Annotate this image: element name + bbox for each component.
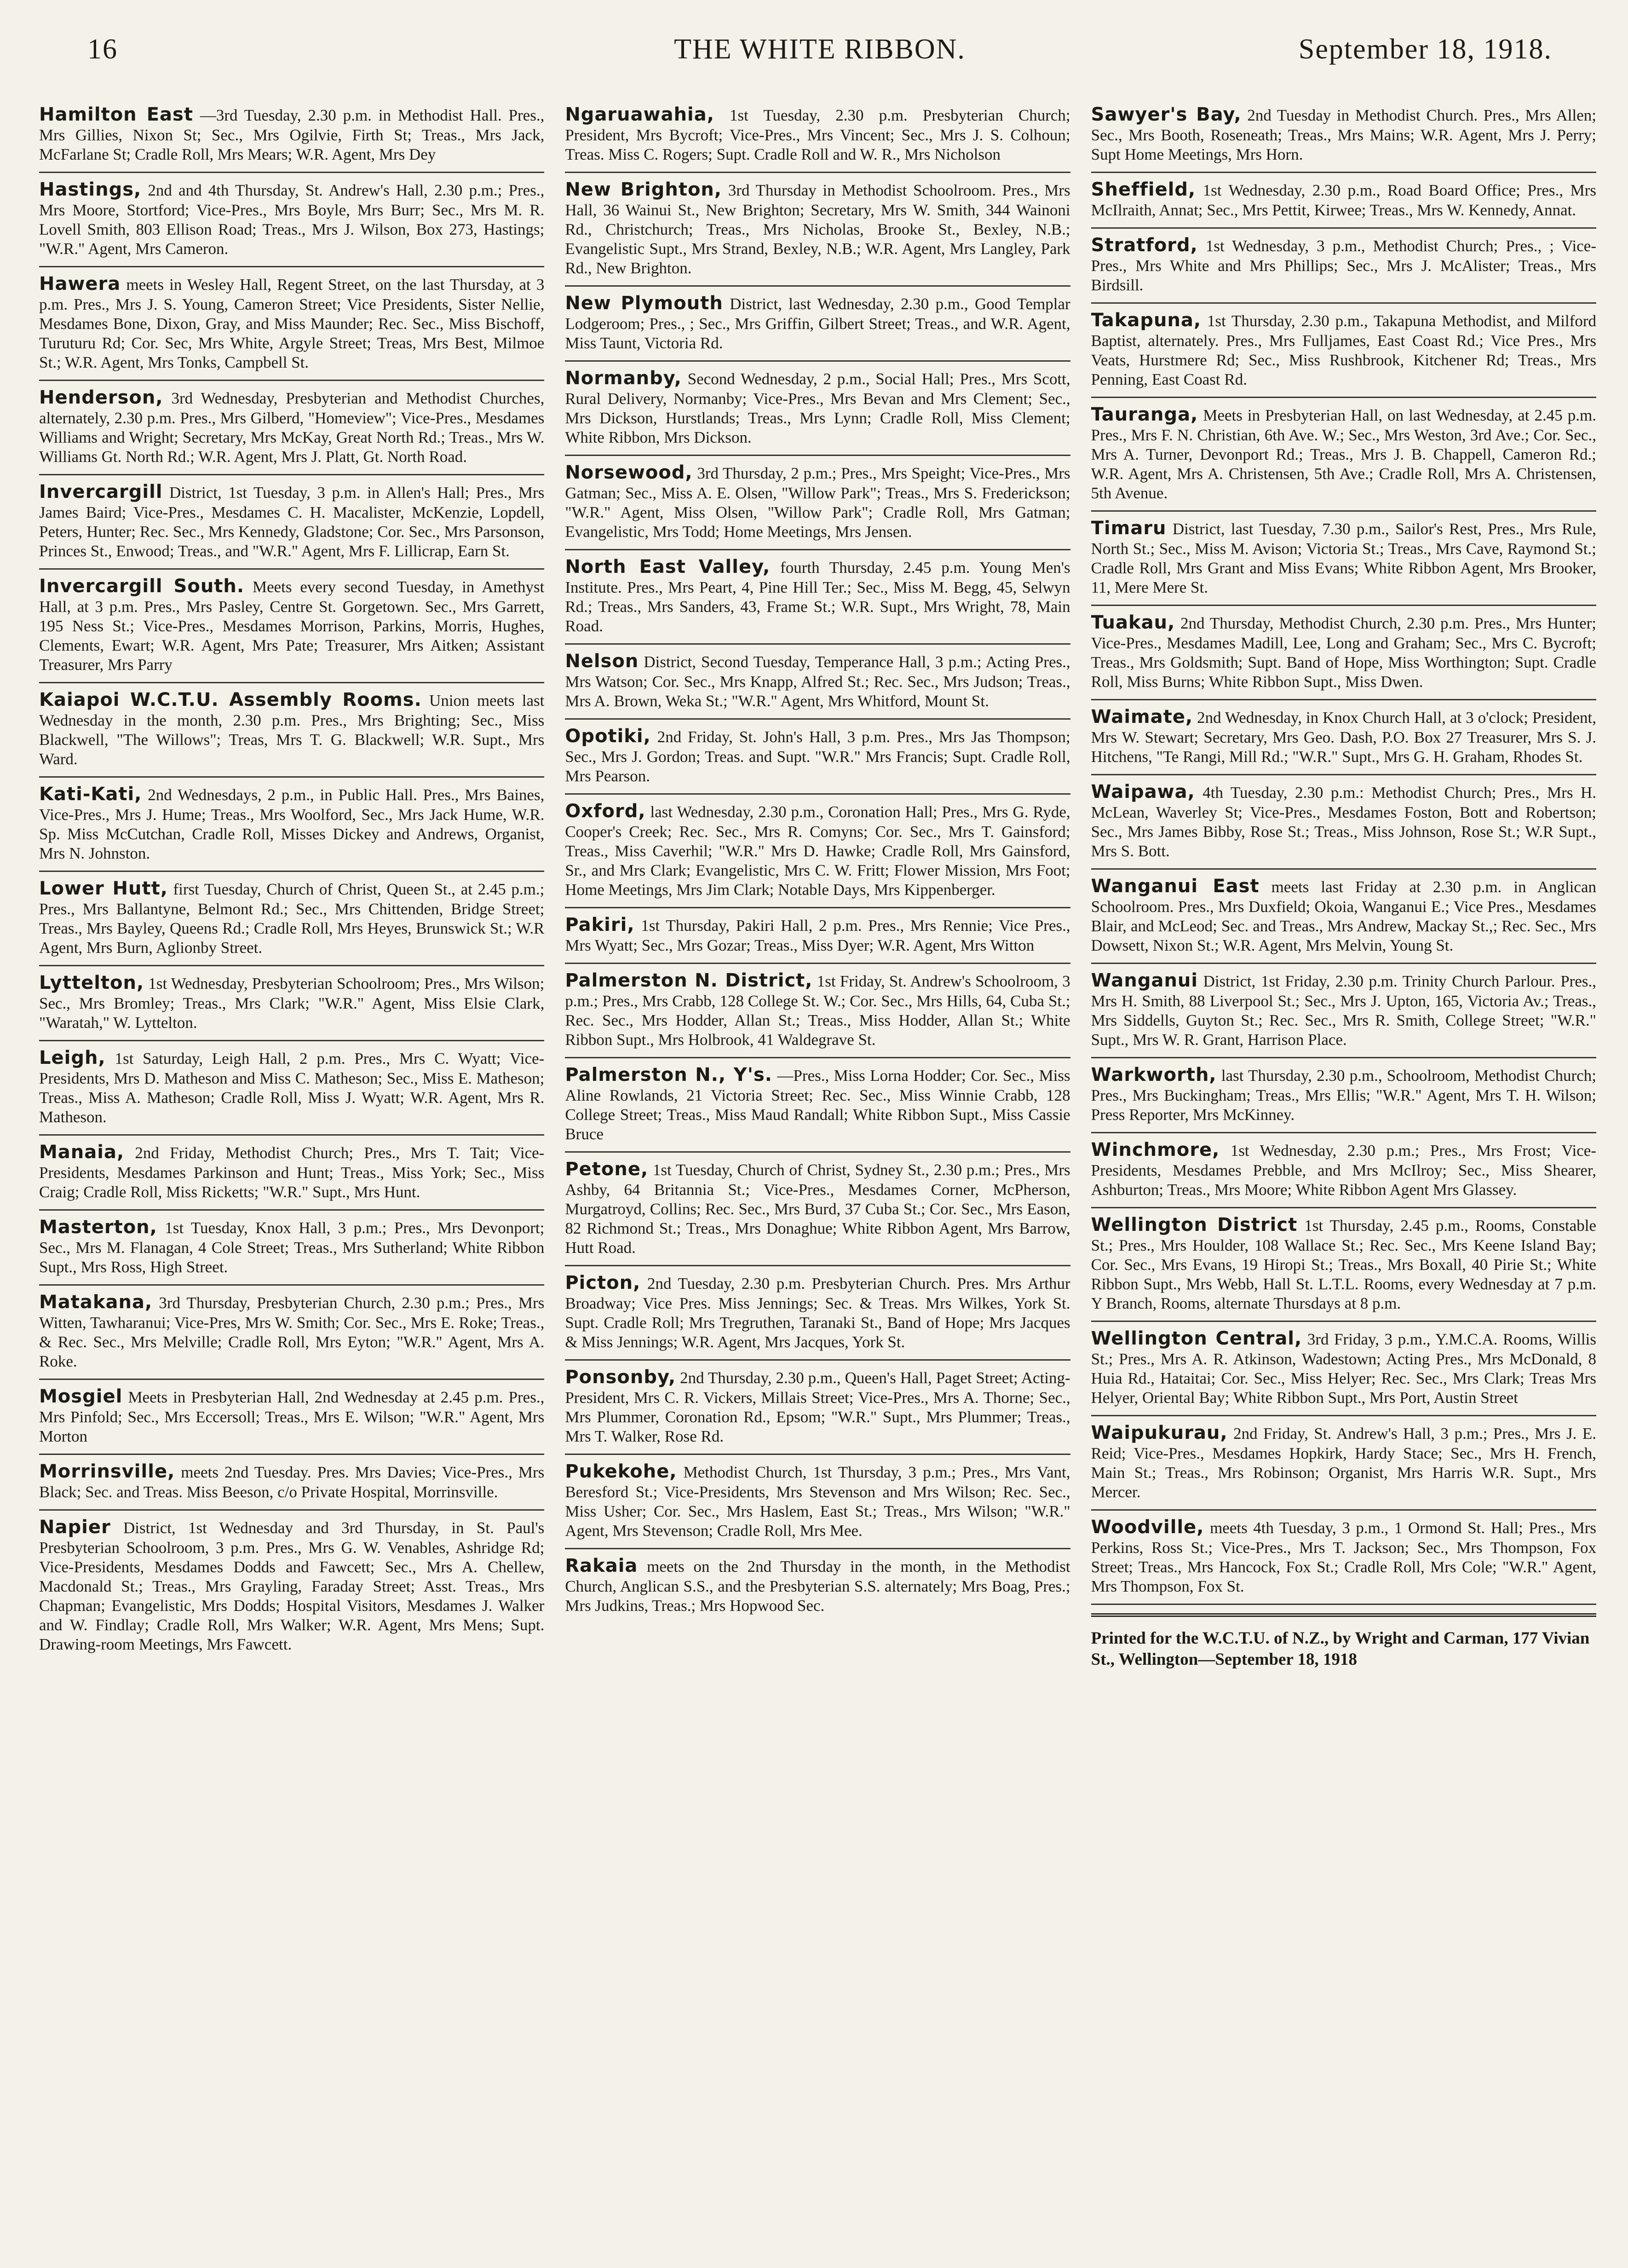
union-details: 1st Tuesday, Knox Hall, 3 p.m.; Pres., Mrs Devonport; Sec., Mrs M. Flanagan, 4 Cole Street; Treas., Mrs Sutherland; White Ribbon Supt., Mrs Ross, High Street. — [39, 1219, 545, 1276]
union-entry — [1091, 875, 1596, 964]
union-name: Invercargill — [39, 481, 163, 502]
union-name: Palmerston N. District, — [565, 970, 813, 991]
union-entry — [565, 650, 1070, 720]
union-name: Mosgiel — [39, 1386, 123, 1407]
union-details: Meets in Presbyterian Hall, on last Wednesday, at 2.45 p.m. Pres., Mrs F. N. Christian, 6th Ave. W.; Sec., Mrs Weston, 3rd Ave.; Cor. Sec., Mrs A. Turner, Devonport Rd.; Treas., Mrs J. B. Chappell, Cameron Rd.; W.R. Agent, Mrs A. Christensen, 5th Ave.; Cradle Roll, Mrs A. Christensen, 5th Avenue. — [1091, 406, 1596, 502]
union-details: 3rd Wednesday, Presbyterian and Methodist Churches, alternately, 2.30 p.m. Pres., Mrs Gilberd, "Homeview"; Vice-Pres., Mesdames Williams and Wright; Secretary, Mrs McKay, Great North Rd.; Treas., Mrs W. Williams Gt. North Rd.; W.R. Agent, Mrs J. Platt, Gt. North Road. — [39, 389, 545, 466]
union-details: 1st Friday, St. Andrew's Schoolroom, 3 p.m.; Pres., Mrs Crabb, 128 College St. W.; Cor. Sec., Mrs Hills, 64, Cuba St.; Rec. Sec., Mrs Hodder, Allan St.; Treas., Miss Hodder, Allan St.; White Ribbon Supt., Mrs Holbrook, 41 Waldegrave St. — [565, 972, 1070, 1049]
union-entry — [565, 462, 1070, 550]
union-details: 2nd Tuesday in Methodist Church. Pres., Mrs Allen; Sec., Mrs Booth, Roseneath; Treas., Mrs Mains; W.R. Agent, Mrs J. Perry; Supt Home Meetings, Mrs Horn. — [1091, 106, 1596, 163]
union-entry — [39, 1385, 544, 1455]
union-entry — [565, 725, 1070, 795]
union-details: Meets in Presbyterian Hall, 2nd Wednesday at 2.45 p.m. Pres., Mrs Pinfold; Sec., Mrs Eccersoll; Treas., Mrs E. Wilson; "W.R." Agent, Mrs Morton — [39, 1388, 545, 1445]
union-entry — [1091, 234, 1596, 304]
union-name: Morrinsville, — [39, 1461, 175, 1482]
union-name: Palmerston N., Y's. — [565, 1064, 773, 1085]
printer-imprint: Printed for the W.C.T.U. of N.Z., by Wright and Carman, 177 Vivian St., Wellington—September 18, 1918 — [1091, 1613, 1596, 1671]
union-details: 4th Tuesday, 2.30 p.m.: Methodist Church; Pres., Mrs H. McLean, Waverley St; Vice-Pres., Mesdames Foston, Bott and Robertson; Sec., Mrs James Bibby, Rose St.; Treas., Miss Johnson, Rose St.; W.R Supt., Mrs S. Bott. — [1091, 784, 1596, 860]
union-entry — [39, 783, 544, 872]
union-name: Warkworth, — [1091, 1064, 1217, 1085]
union-name: Waipawa, — [1091, 781, 1195, 802]
union-entry — [565, 1272, 1070, 1361]
union-name: Manaia, — [39, 1142, 125, 1163]
union-name: Winchmore, — [1091, 1139, 1220, 1160]
union-details: District, 1st Tuesday, 3 p.m. in Allen's Hall; Pres., Mrs James Baird; Vice-Pres., Mesdames C. H. Macalister, McKenzie, Lopdell, Peters, Hunter; Rec. Sec., Mrs Kennedy, Gladstone; Cor. Sec., Mrs Parsonson, Princes St., Enwood; Treas., and "W.R." Agent, Mrs F. Lillicrap, Earn St. — [39, 484, 545, 560]
union-name: Leigh, — [39, 1047, 106, 1068]
union-name: Opotiki, — [565, 726, 651, 747]
union-details: 2nd Wednesdays, 2 p.m., in Public Hall. Pres., Mrs Baines, Vice-Pres., Mrs J. Hume; Treas., Mrs Woolford, Sec., Mrs Jack Hume, W.R. Sp. Miss McCutchan, Cradle Roll, Misses Dickey and Andrews, Organist, Mrs N. Johnston. — [39, 786, 545, 862]
union-name: Sawyer's Bay, — [1091, 104, 1242, 125]
union-entry — [565, 1064, 1070, 1153]
union-name: Invercargill South. — [39, 576, 245, 597]
union-name: Waimate, — [1091, 706, 1193, 727]
union-name: New Plymouth — [565, 293, 723, 314]
union-details: fourth Thursday, 2.45 p.m. Young Men's Institute. Pres., Mrs Peart, 4, Pine Hill Ter.; Sec., Miss M. Begg, 45, Selwyn Rd.; Treas., Mrs Sanders, 43, Frame St.; W.R. Supt., Mrs Wright, 78, Main Road. — [565, 559, 1070, 635]
union-name: Stratford, — [1091, 235, 1198, 256]
union-details: 2nd Thursday, 2.30 p.m., Queen's Hall, Paget Street; Acting-President, Mrs C. R. Vickers, Millais Street; Vice-Pres., Mrs A. Thorne; Sec., Mrs Plummer, Coronation Rd., Epsom; "W.R." Supt., Mrs Plummer; Treas., Mrs T. Walker, Rose Rd. — [565, 1369, 1070, 1445]
union-details: 1st Wednesday, 2.30 p.m.; Pres., Mrs Frost; Vice-Presidents, Mesdames Prebble, and Mrs McIlroy; Sec., Miss Shearer, Ashburton; Treas., Mrs Moore; White Ribbon Agent Mrs Glassey. — [1091, 1142, 1596, 1199]
union-details: 1st Wednesday, 3 p.m., Methodist Church; Pres., ; Vice-Pres., Mrs White and Mrs Phillips; Sec., Mrs J. McAlister; Treas., Mrs Birdsill. — [1091, 237, 1596, 294]
union-entry — [1091, 1139, 1596, 1208]
union-name: Pakiri, — [565, 914, 635, 935]
union-details: 3rd Thursday, Presbyterian Church, 2.30 p.m.; Pres., Mrs Witten, Tawharanui; Vice-Pres, Mrs W. Smith; Cor. Sec., Mrs E. Roke; Treas., & Rec. Sec., Mrs Melville; Cradle Roll, Mrs Eyton; "W.R." Agent, Mrs A. Roke. — [39, 1294, 545, 1370]
union-entry — [39, 1047, 544, 1136]
union-entry — [1091, 612, 1596, 700]
union-entry — [1091, 1516, 1596, 1605]
union-entry — [39, 1291, 544, 1380]
union-details: Union meets last Wednesday in the month, 2.30 p.m. Pres., Mrs Brighting; Sec., Miss Blackwell, "The Willows"; Treas, Mrs T. G. Blackwell; W.R. Supt., Mrs Ward. — [39, 692, 545, 768]
union-name: Takapuna, — [1091, 310, 1202, 331]
union-name: Tuakau, — [1091, 612, 1175, 633]
union-details: 1st Thursday, 2.30 p.m., Takapuna Methodist, and Milford Baptist, alternately. Pres., Mrs Fulljames, East Coast Rd.; Vice Pres., Mrs Veats, Hurstmere Rd; Sec., Miss Rushbrook, Kitchener Rd; Treas., Mrs Penning, East Coast Rd. — [1091, 312, 1596, 388]
union-details: District, Second Tuesday, Temperance Hall, 3 p.m.; Acting Pres., Mrs Watson; Cor. Sec., Mrs Knapp, Alfred St.; Rec. Sec., Mrs Judson; Treas., Mrs A. Brown, Weka St.; "W.R." Agent, Mrs Whitford, Mount St. — [565, 653, 1070, 710]
union-name: Petone, — [565, 1159, 649, 1180]
union-name: Woodville, — [1091, 1517, 1204, 1538]
union-entry — [565, 367, 1070, 456]
union-name: Napier — [39, 1517, 111, 1538]
union-entry — [1091, 1327, 1596, 1416]
union-name: North East Valley, — [565, 556, 771, 577]
union-name: Waipukurau, — [1091, 1422, 1228, 1443]
union-entry — [1091, 179, 1596, 229]
union-entry — [565, 292, 1070, 362]
union-entry — [565, 970, 1070, 1058]
union-details: 1st Tuesday, Church of Christ, Sydney St., 2.30 p.m.; Pres., Mrs Ashby, 64 Britannia St.; Vice-Pres., Mesdames Corner, McPherson, Murgatroyd, Collins; Rec. Sec., Mrs Burd, 37 Cuba St.; Cor. Sec., Mrs Eason, 82 Richmond St.; Treas., Mrs Donaghue; White Ribbon Agent, Mrs Barrow, Hutt Road. — [565, 1161, 1070, 1257]
union-name: Hamilton East — [39, 104, 193, 125]
union-name: Wellington District — [1091, 1214, 1298, 1235]
union-details: 1st Thursday, Pakiri Hall, 2 p.m. Pres., Mrs Rennie; Vice Pres., Mrs Wyatt; Sec., Mrs Gozar; Treas., Miss Dyer; W.R. Agent, Mrs Witton — [565, 917, 1070, 954]
union-entry — [39, 689, 544, 778]
union-entry — [565, 104, 1070, 173]
union-entry — [1091, 970, 1596, 1058]
union-entry — [39, 387, 544, 475]
issue-date: September 18, 1918. — [1298, 34, 1552, 65]
union-details: —Pres., Miss Lorna Hodder; Cor. Sec., Miss Aline Rowlands, 21 Victoria Street; Rec. Sec., Miss Winnie Crabb, 128 College Street; Treas., Miss Maud Randall; White Ribbon Supt., Miss Cassie Bruce — [565, 1067, 1070, 1143]
union-name: Pukekohe, — [565, 1461, 677, 1482]
union-entry — [39, 1516, 544, 1662]
union-entry — [1091, 517, 1596, 606]
union-details: 3rd Friday, 3 p.m., Y.M.C.A. Rooms, Willis St.; Pres., Mrs A. R. Atkinson, Wadestown; Acting Pres., Mrs McDonald, 8 Huia Rd., Hataitai; Cor. Sec., Miss Helyer; Rec. Sec., Mrs Clark; Treas Mrs Helyer, Oriental Bay; White Ribbon Supt., Mrs Port, Austin Street — [1091, 1330, 1596, 1407]
union-entry — [1091, 404, 1596, 512]
union-details: District, 1st Friday, 2.30 p.m. Trinity Church Parlour. Pres., Mrs H. Smith, 88 Liverpool St.; Sec., Mrs J. Upton, 165, Victoria Av.; Treas., Mrs Siddells, Guyton St.; Rec. Sec., Mrs R. Smith, College Street; "W.R." Supt., Mrs W. R. Grant, Harrison Place. — [1091, 972, 1596, 1049]
union-entry — [39, 877, 544, 966]
union-name: Matakana, — [39, 1292, 153, 1313]
union-name: Wellington Central, — [1091, 1328, 1302, 1349]
union-details: 1st Saturday, Leigh Hall, 2 p.m. Pres., Mrs C. Wyatt; Vice-Presidents, Mrs D. Matheson and Miss C. Matheson; Sec., Miss E. Matheson; Treas., Miss A. Matheson; Cradle Roll, Miss J. Wyatt; W.R. Agent, Mrs R. Matheson. — [39, 1050, 545, 1126]
union-details: last Thursday, 2.30 p.m., Schoolroom, Methodist Church; Pres., Mrs Buckingham; Treas., Mrs Ellis; "W.R." Agent, Mrs T. H. Wilson; Press Reporter, Mrs McKinney. — [1091, 1067, 1596, 1124]
union-name: Masterton, — [39, 1217, 157, 1238]
union-details: 2nd Tuesday, 2.30 p.m. Presbyterian Church. Pres. Mrs Arthur Broadway; Vice Pres. Miss Jennings; Sec. & Treas. Mrs Wilkes, York St. Supt. Cradle Roll; Mrs Tregruthen, Taranaki St., Band of Hope; Mrs Jacques & Miss Jennings; W.R. Agent, Mrs Jacques, York St. — [565, 1275, 1070, 1351]
union-details: 2nd Wednesday, in Knox Church Hall, at 3 o'clock; President, Mrs W. Stewart; Secretary, Mrs Geo. Dash, P.O. Box 27 Treasurer, Mrs S. J. Hitchens, "Te Rangi, Mill Rd.; "W.R." Supt., Mrs G. H. Graham, Rhodes St. — [1091, 709, 1596, 766]
union-details: meets last Friday at 2.30 p.m. in Anglican Schoolroom. Pres., Mrs Duxfield; Okoia, Wanganui E.; Vice Pres., Mesdames Blair, and McLeod; Sec. and Treas., Mrs Andrew, Mackay St.,; Rec. Sec., Mrs Dowsett, Nixon St.; W.R. Agent, Mrs Melvin, Young St. — [1091, 878, 1596, 954]
union-name: Henderson, — [39, 387, 163, 408]
union-entry — [565, 556, 1070, 645]
union-entry — [39, 1460, 544, 1511]
union-details: 2nd Friday, St. Andrew's Hall, 3 p.m.; Pres., Mrs J. E. Reid; Vice-Pres., Mesdames Hopkirk, Hardy Stace; Sec., Mrs H. French, Main St.; Treas., Mrs Robinson; Organist, Mrs Harris W.R. Supt., Mrs Mercer. — [1091, 1425, 1596, 1501]
union-entry — [39, 273, 544, 381]
union-details: 2nd and 4th Thursday, St. Andrew's Hall, 2.30 p.m.; Pres., Mrs Moore, Stortford; Vice-Pres., Mrs Boyle, Mrs Burr; Sec., Mrs M. R. Lovell Smith, 803 Ellison Road; Treas., Mrs J. Wilson, Box 273, Hastings; "W.R." Agent, Mrs Cameron. — [39, 181, 545, 258]
union-details: Meets every second Tuesday, in Amethyst Hall, at 3 p.m. Pres., Mrs Pasley, Centre St. Gorgetown. Sec., Mrs Garrett, 195 Ness St.; Vice-Pres., Mesdames Morrison, Parkins, Morris, Hughes, Clements, Ewart; W.R. Agent, Mrs Pate; Treasurer, Mrs Aitken; Assistant Treasurer, Mrs Parry — [39, 578, 545, 674]
union-name: New Brighton, — [565, 179, 722, 200]
union-entry — [1091, 781, 1596, 870]
union-entry — [565, 1555, 1070, 1623]
union-entry — [39, 481, 544, 570]
union-details: first Tuesday, Church of Christ, Queen St., at 2.45 p.m.; Pres., Mrs Ballantyne, Belmont Rd.; Sec., Mrs Chittenden, Bridge Street; Treas., Mrs Bayley, Queens Rd.; Cradle Roll, Mrs Heyes, Brunswick St.; W.R Agent, Mrs Burn, Aglionby Street. — [39, 880, 545, 957]
union-entry — [1091, 706, 1596, 775]
union-name: Hastings, — [39, 179, 142, 200]
union-name: Kati-Kati, — [39, 784, 142, 805]
union-name: Tauranga, — [1091, 404, 1198, 425]
column-1 — [39, 104, 544, 2248]
union-name: Normanby, — [565, 368, 682, 389]
union-entry — [39, 179, 544, 267]
union-details: District, 1st Wednesday and 3rd Thursday, in St. Paul's Presbyterian Schoolroom, 3 p.m. Pres., Mrs G. W. Venables, Ashridge Rd; Vice-Presidents, Mesdames Dodds and Fawcett; Sec., Mrs A. Chellew, Macdonald St.; Treas., Mrs Grayling, Faraday Street; Asst. Treas., Mrs Chapman; Evangelistic, Mrs Dodds; Hospital Visitors, Mesdames J. Walker and W. Findlay; Cradle Roll, Mrs Walker; W.R. Agent, Mrs Mens; Supt. Drawing-room Meetings, Mrs Fawcett. — [39, 1519, 545, 1653]
union-name: Wanganui East — [1091, 876, 1260, 897]
union-details: meets 4th Tuesday, 3 p.m., 1 Ormond St. Hall; Pres., Mrs Perkins, Ross St.; Vice-Pres., Mrs T. Jackson; Sec., Mrs Thompson, Fox Street; Treas., Mrs Hancock, Fox St.; Cradle Roll, Mrs Cole; "W.R." Agent, Mrs Thompson, Fox St. — [1091, 1519, 1596, 1595]
union-details: 2nd Friday, St. John's Hall, 3 p.m. Pres., Mrs Jas Thompson; Sec., Mrs J. Gordon; Treas. and Supt. "W.R." Mrs Francis; Supt. Cradle Roll, Mrs Pearson. — [565, 728, 1070, 785]
union-entry — [565, 1158, 1070, 1266]
union-entry — [1091, 1064, 1596, 1133]
union-name: Ngaruawahia, — [565, 104, 714, 125]
union-entry — [39, 575, 544, 683]
union-details: —3rd Tuesday, 2.30 p.m. in Methodist Hall. Pres., Mrs Gillies, Nixon St; Sec., Mrs Ogilvie, Firth St; Treas., Mrs Jack, McFarlane St; Cradle Roll, Mrs Mears; W.R. Agent, Mrs Dey — [39, 106, 545, 163]
union-details: 1st Tuesday, 2.30 p.m. Presbyterian Church; President, Mrs Bycroft; Vice-Pres., Mrs Vincent; Sec., Mrs J. S. Colhoun; Treas. Miss C. Rogers; Supt. Cradle Roll and W. R., Mrs Nicholson — [565, 106, 1070, 163]
union-name: Lyttelton, — [39, 972, 144, 993]
union-details: 3rd Thursday in Methodist Schoolroom. Pres., Mrs Hall, 36 Wainui St., New Brighton; Secretary, Mrs W. Smith, 344 Wainoni Rd., Christchurch; Treas., Mrs Nicholas, Brooke St., Bexley, N.B.; Evangelistic Supt., Mrs Strand, Bexley, N.B.; W.R. Agent, Mrs Langley, Park Rd., New Brighton. — [565, 181, 1070, 277]
union-entry — [565, 914, 1070, 964]
union-name: Nelson — [565, 651, 639, 672]
union-name: Rakaia — [565, 1555, 638, 1576]
page-header — [87, 33, 1552, 84]
union-name: Kaiapoi W.C.T.U. Assembly Rooms. — [39, 689, 422, 710]
union-entry — [1091, 1214, 1596, 1322]
union-name: Timaru — [1091, 518, 1167, 539]
union-details: Second Wednesday, 2 p.m., Social Hall; Pres., Mrs Scott, Rural Delivery, Normanby; Vice-Pres., Mrs Bevan and Mrs Clement; Sec., Mrs Dickson, Hurstlands; Treas., Mrs Lynn; Cradle Roll, Miss Clement; White Ribbon, Mrs Dickson. — [565, 370, 1070, 446]
union-details: meets 2nd Tuesday. Pres. Mrs Davies; Vice-Pres., Mrs Black; Sec. and Treas. Miss Beeson, c/o Private Hospital, Morrinsville. — [39, 1463, 545, 1501]
union-name: Hawera — [39, 273, 121, 294]
union-entry — [39, 1141, 544, 1211]
union-name: Norsewood, — [565, 462, 693, 483]
union-name: Ponsonby, — [565, 1367, 676, 1388]
column-3 — [1091, 104, 1596, 2248]
union-details: 2nd Friday, Methodist Church; Pres., Mrs T. Tait; Vice-Presidents, Mesdames Parkinson and Hunt; Treas., Miss York; Sec., Miss Craig; Cradle Roll, Miss Ricketts; "W.R." Supt., Mrs Hunt. — [39, 1144, 545, 1201]
union-details: 1st Wednesday, Presbyterian Schoolroom; Pres., Mrs Wilson; Sec., Mrs Bromley; Treas., Mrs Clark; "W.R." Agent, Miss Elsie Clark, "Waratah," W. Lyttelton. — [39, 975, 545, 1032]
union-entry — [565, 800, 1070, 908]
paper-title: THE WHITE RIBBON. — [674, 34, 966, 65]
directory-columns — [39, 104, 1596, 2248]
union-details: District, last Wednesday, 2.30 p.m., Good Templar Lodgeroom; Pres., ; Sec., Mrs Griffin, Gilbert Street; Treas., and W.R. Agent, Miss Taunt, Victoria Rd. — [565, 295, 1070, 352]
union-entry — [565, 1366, 1070, 1455]
union-name: Picton, — [565, 1272, 641, 1293]
union-name: Lower Hutt, — [39, 878, 168, 899]
union-name: Oxford, — [565, 801, 646, 822]
union-details: District, last Tuesday, 7.30 p.m., Sailor's Rest, Pres., Mrs Rule, North St.; Sec., Miss M. Avison; Victoria St.; Treas., Mrs Cave, Raymond St.; Cradle Roll, Mrs Grant and Miss Evans; White Ribbon Agent, Mrs Brooker, 11, Mere Mere St. — [1091, 520, 1596, 596]
union-entry — [565, 1460, 1070, 1549]
union-details: meets on the 2nd Thursday in the month, in the Methodist Church, Anglican S.S., and the Presbyterian S.S. alternately; Mrs Boag, Pres.; Mrs Judkins, Treas.; Mrs Hopwood Sec. — [565, 1558, 1070, 1615]
union-entry — [39, 104, 544, 173]
union-entry — [39, 1216, 544, 1286]
page-number: 16 — [87, 34, 118, 65]
union-entry — [1091, 309, 1596, 398]
union-name: Sheffield, — [1091, 179, 1196, 200]
union-details: last Wednesday, 2.30 p.m., Coronation Hall; Pres., Mrs G. Ryde, Cooper's Creek; Rec. Sec., Mrs R. Comyns; Cor. Sec., Mrs T. Gainsford; Treas., Miss Caverhil; "W.R." Mrs D. Hawke; Cradle Roll, Mrs Gainsford, Sr., and Mrs Clark; Evangelistic, Mrs C. W. Fritt; Flower Mission, Mrs Foot; Home Meetings, Mrs Jim Clark; Notable Days, Mrs Kippenberger. — [565, 803, 1070, 899]
union-details: 3rd Thursday, 2 p.m.; Pres., Mrs Speight; Vice-Pres., Mrs Gatman; Sec., Miss A. E. Olsen, "Willow Park"; Treas., Mrs S. Frederickson; "W.R." Agent, Miss Olsen, "Willow Park"; Cradle Roll, Mrs Gatman; Evangelistic, Mrs Todd; Home Meetings, Mrs Jensen. — [565, 464, 1070, 541]
union-entry — [39, 972, 544, 1041]
union-entry — [1091, 1422, 1596, 1511]
union-entry — [565, 179, 1070, 287]
union-details: Methodist Church, 1st Thursday, 3 p.m.; Pres., Mrs Vant, Beresford St.; Vice-Presidents, Mrs Stevenson and Mrs Wilson; Rec. Sec., Miss Usher; Cor. Sec., Mrs Haslem, East St.; Treas., Mrs Wilson; "W.R." Agent, Mrs Stevenson; Cradle Roll, Mrs Mee. — [565, 1463, 1070, 1540]
union-details: 2nd Thursday, Methodist Church, 2.30 p.m. Pres., Mrs Hunter; Vice-Pres., Mesdames Madill, Lee, Long and Graham; Sec., Mrs C. Bycroft; Treas., Mrs Goldsmith; Supt. Band of Hope, Miss Worthington; Supt. Cradle Roll, Miss Burns; White Ribbon Supt., Miss Dwen. — [1091, 614, 1596, 691]
union-entry — [1091, 104, 1596, 173]
union-details: meets in Wesley Hall, Regent Street, on the last Thursday, at 3 p.m. Pres., Mrs J. S. Young, Cameron Street; Vice Presidents, Sister Nellie, Mesdames Bone, Dixon, Gray, and Miss Maunder; Rec. Sec., Miss Bischoff, Turuturu Rd; Cor. Sec, Mrs White, Argyle Street; Treas, Mrs Best, Milmoe St.; W.R. Agent, Mrs Tonks, Campbell St. — [39, 276, 545, 371]
column-2 — [565, 104, 1070, 2248]
union-name: Wanganui — [1091, 970, 1198, 991]
union-details: 1st Wednesday, 2.30 p.m., Road Board Office; Pres., Mrs McIlraith, Annat; Sec., Mrs Pettit, Kirwee; Treas., Mrs W. Kennedy, Annat. — [1091, 181, 1596, 219]
union-details: 1st Thursday, 2.45 p.m., Rooms, Constable St.; Pres., Mrs Houlder, 108 Wallace St.; Rec. Sec., Mrs Keene Island Bay; Cor. Sec., Mrs Evans, 19 Hiropi St.; Treas., Mrs Boxall, 40 Pirie St.; White Ribbon Supt., Mrs Webb, Hall St. L.T.L. Rooms, every Wednesday at 7 p.m. Y Branch, Rooms, alternate Thursdays at 8 p.m. — [1091, 1217, 1596, 1312]
